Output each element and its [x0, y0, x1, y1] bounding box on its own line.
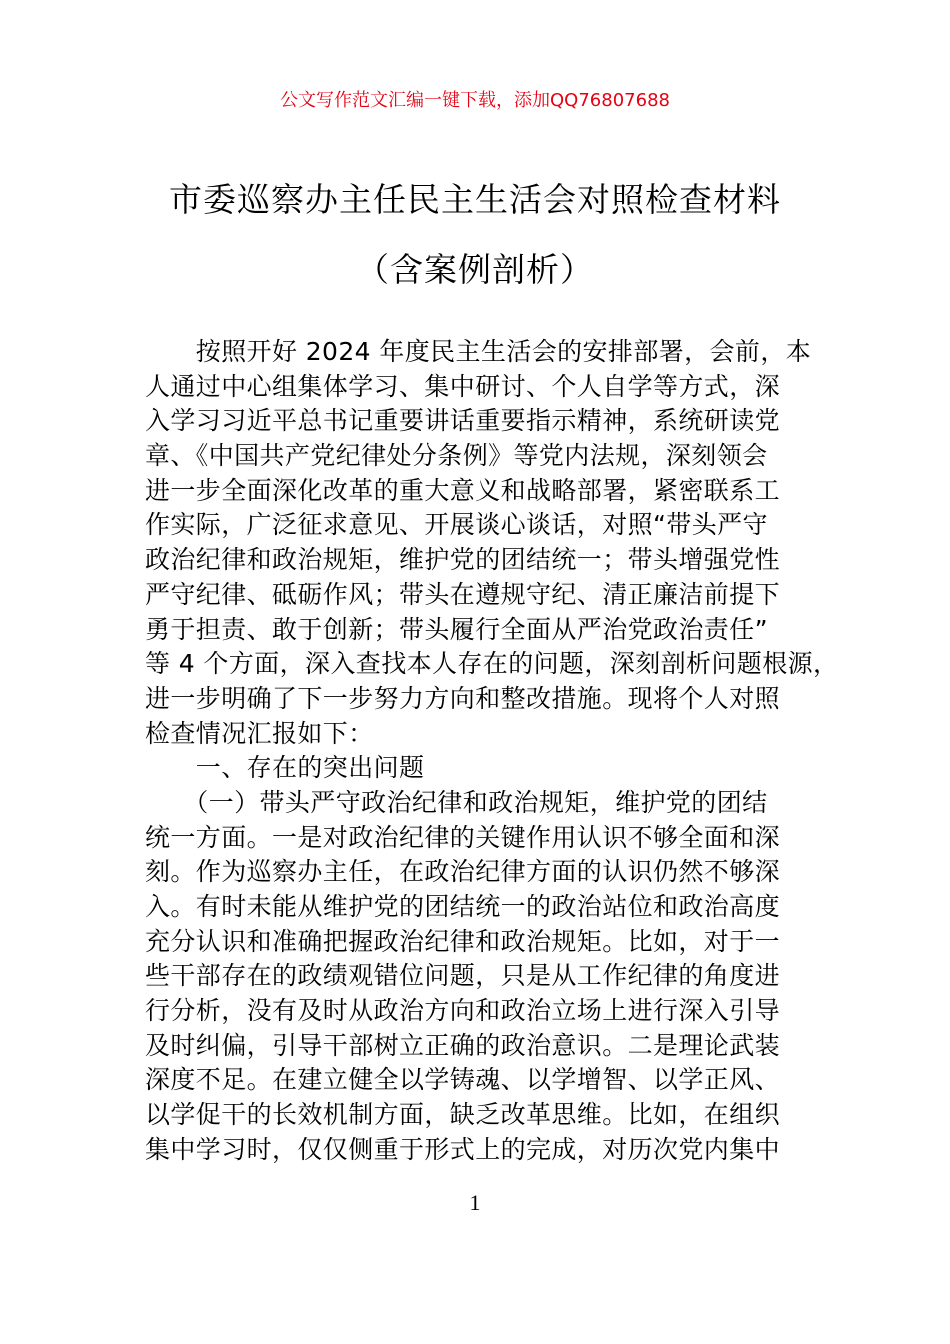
text-line: 进一步全面深化改革的重大意义和战略部署，紧密联系工 — [145, 475, 781, 505]
text-line: 人通过中心组集体学习、集中研讨、个人自学等方式，深 — [145, 371, 781, 401]
text-line: 章、《中国共产党纪律处分条例》等党内法规，深刻领会 — [145, 441, 768, 471]
text-line: 按照开好 2024 年度民主生活会的安排部署，会前，本 — [145, 337, 812, 366]
text-line: 行分析，没有及时从政治方向和政治立场上进行深入引导 — [145, 996, 781, 1026]
text-line: 勇于担责、敢于创新；带头履行全面从严治党政治责任” — [145, 614, 768, 644]
text-line: 统一方面。一是对政治纪律的关键作用认识不够全面和深 — [145, 822, 781, 852]
page-number: 1 — [469, 1190, 481, 1215]
document-subtitle: （含案例剖析） — [356, 250, 594, 289]
text-line: 及时纠偏，引导干部树立正确的政治意识。二是理论武装 — [145, 1030, 781, 1060]
text-line: 刻。作为巡察办主任，在政治纪律方面的认识仍然不够深 — [145, 857, 781, 887]
text-line: 政治纪律和政治规矩，维护党的团结统一；带头增强党性 — [145, 545, 781, 575]
text-line: 以学促干的长效机制方面，缺乏改革思维。比如，在组织 — [145, 1100, 781, 1130]
text-line: 一、存在的突出问题 — [145, 753, 425, 783]
document-body — [145, 335, 839, 1168]
text-line: 深度不足。在建立健全以学铸魂、以学增智、以学正风、 — [145, 1065, 781, 1095]
text-line: 检查情况汇报如下： — [145, 718, 374, 748]
document-title: 市委巡察办主任民主生活会对照检查材料 — [169, 180, 781, 219]
text-line: 进一步明确了下一步努力方向和整改措施。现将个人对照 — [145, 683, 781, 713]
text-line: 入学习习近平总书记重要讲话重要指示精神，系统研读党 — [145, 406, 781, 436]
text-line: 严守纪律、砥砺作风；带头在遵规守纪、清正廉洁前提下 — [145, 579, 781, 609]
text-line: 入。有时未能从维护党的团结统一的政治站位和政治高度 — [145, 892, 781, 921]
text-line: 集中学习时，仅仅侧重于形式上的完成，对历次党内集中 — [145, 1134, 781, 1164]
text-line: 充分认识和准确把握政治纪律和政治规矩。比如，对于一 — [145, 926, 781, 956]
text-line: （一）带头严守政治纪律和政治规矩，维护党的团结 — [145, 787, 768, 817]
text-line: 等 4 个方面，深入查找本人存在的问题，深刻剖析问题根源， — [145, 649, 839, 679]
text-line: 些干部存在的政绩观错位问题，只是从工作纪律的角度进 — [145, 961, 781, 991]
text-line: 作实际，广泛征求意见、开展谈心谈话，对照“带头严守 — [145, 510, 768, 540]
download-banner: 公文写作范文汇编一键下载，添加QQ76807688 — [280, 90, 670, 111]
